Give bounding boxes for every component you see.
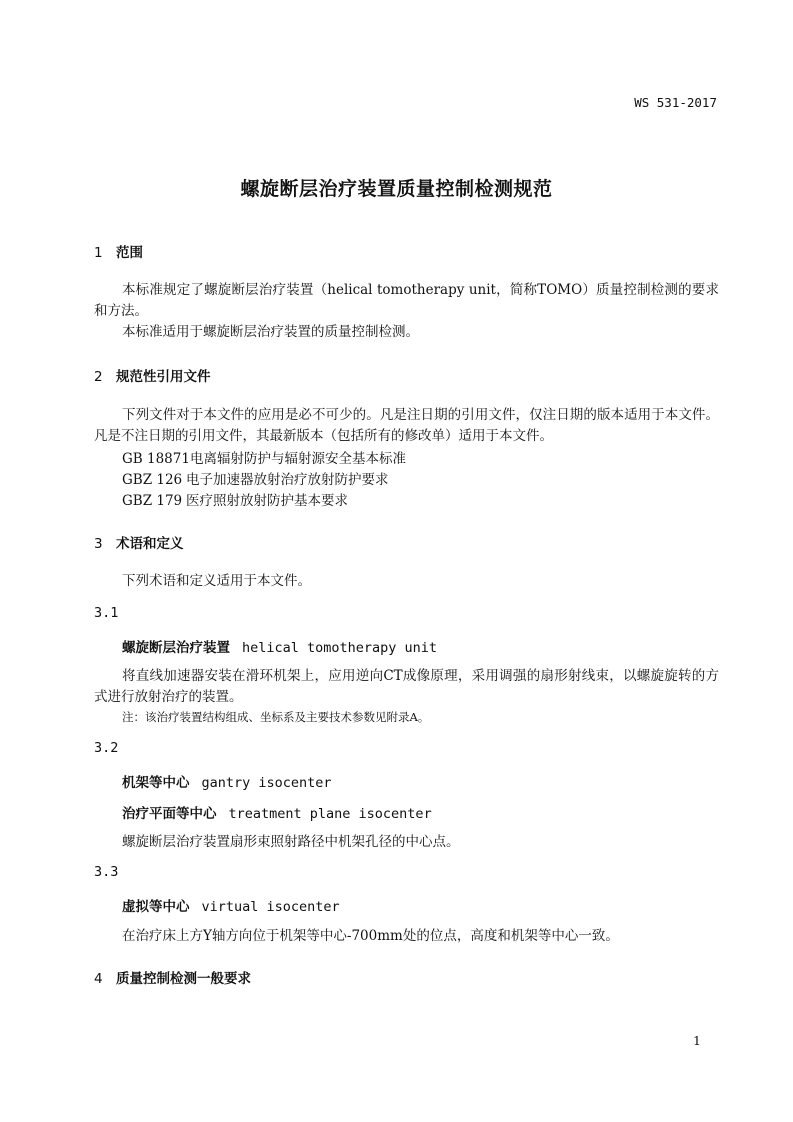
reference-code: GBZ 179 (122, 493, 183, 509)
term-en: virtual isocenter (201, 899, 340, 915)
paragraph: 本标准规定了螺旋断层治疗装置（helical tomotherapy unit，简称TOMO）质量控制检测的要求和方法。 (94, 282, 719, 319)
term-zh: 治疗平面等中心 (122, 806, 217, 822)
paragraph: 下列文件对于本文件的应用是必不可少的。凡是注日期的引用文件，仅注日期的版本适用于本文件。凡是不注日期的引用文件，其最新版本（包括所有的修改单）适用于本文件。 (94, 407, 719, 444)
section-number: 1 (94, 245, 103, 261)
standard-code: WS 531-2017 (634, 95, 717, 110)
reference-title: 电子加速器放射治疗放射防护要求 (186, 472, 389, 488)
section-heading-normative-references (94, 365, 211, 385)
term-entry (122, 636, 437, 656)
term-en: treatment plane isocenter (228, 806, 432, 822)
clause-number: 3.3 (94, 864, 119, 880)
reference-title: 电离辐射防护与辐射源安全基本标准 (190, 451, 406, 467)
reference-item (122, 468, 389, 488)
term-definition: 在治疗床上方Y轴方向位于机架等中心-700mm处的位点，高度和机架等中心一致。 (122, 928, 619, 944)
term-en: helical tomotherapy unit (242, 640, 438, 656)
term-definition: 螺旋断层治疗装置扇形束照射路径中机架孔径的中心点。 (122, 834, 460, 850)
section-heading-general-requirements (94, 967, 251, 987)
section-title: 术语和定义 (116, 536, 184, 552)
section-number: 4 (94, 971, 103, 987)
section-number: 3 (94, 536, 103, 552)
section-title: 规范性引用文件 (116, 369, 211, 385)
section-number: 2 (94, 369, 103, 385)
reference-code: GBZ 126 (122, 472, 183, 488)
reference-code: GB 18871 (122, 451, 190, 467)
reference-item (122, 447, 406, 467)
section-heading-terms-definitions (94, 532, 184, 552)
paragraph: 下列术语和定义适用于本文件。 (122, 573, 311, 589)
document-title: 螺旋断层治疗装置质量控制检测规范 (240, 178, 553, 200)
page-number: 1 (693, 1033, 701, 1048)
term-zh: 螺旋断层治疗装置 (122, 640, 230, 656)
term-entry-synonym (122, 802, 432, 822)
clause-number: 3.1 (94, 605, 119, 621)
section-heading-scope (94, 241, 143, 261)
term-entry (122, 771, 332, 791)
section-title: 质量控制检测一般要求 (116, 971, 251, 987)
term-definition: 将直线加速器安装在滑环机架上，应用逆向CT成像原理，采用调强的扇形射线束，以螺旋旋转的方式进行放射治疗的装置。 (94, 668, 719, 705)
term-entry (122, 895, 340, 915)
section-title: 范围 (116, 245, 143, 261)
term-zh: 虚拟等中心 (122, 899, 190, 915)
reference-title: 医疗照射放射防护基本要求 (186, 493, 348, 509)
note: 注：该治疗装置结构组成、坐标系及主要技术参数见附录A。 (122, 710, 430, 724)
paragraph: 本标准适用于螺旋断层治疗装置的质量控制检测。 (122, 324, 419, 340)
term-zh: 机架等中心 (122, 775, 190, 791)
clause-number: 3.2 (94, 740, 119, 756)
term-en: gantry isocenter (201, 775, 332, 791)
reference-item (122, 489, 348, 509)
